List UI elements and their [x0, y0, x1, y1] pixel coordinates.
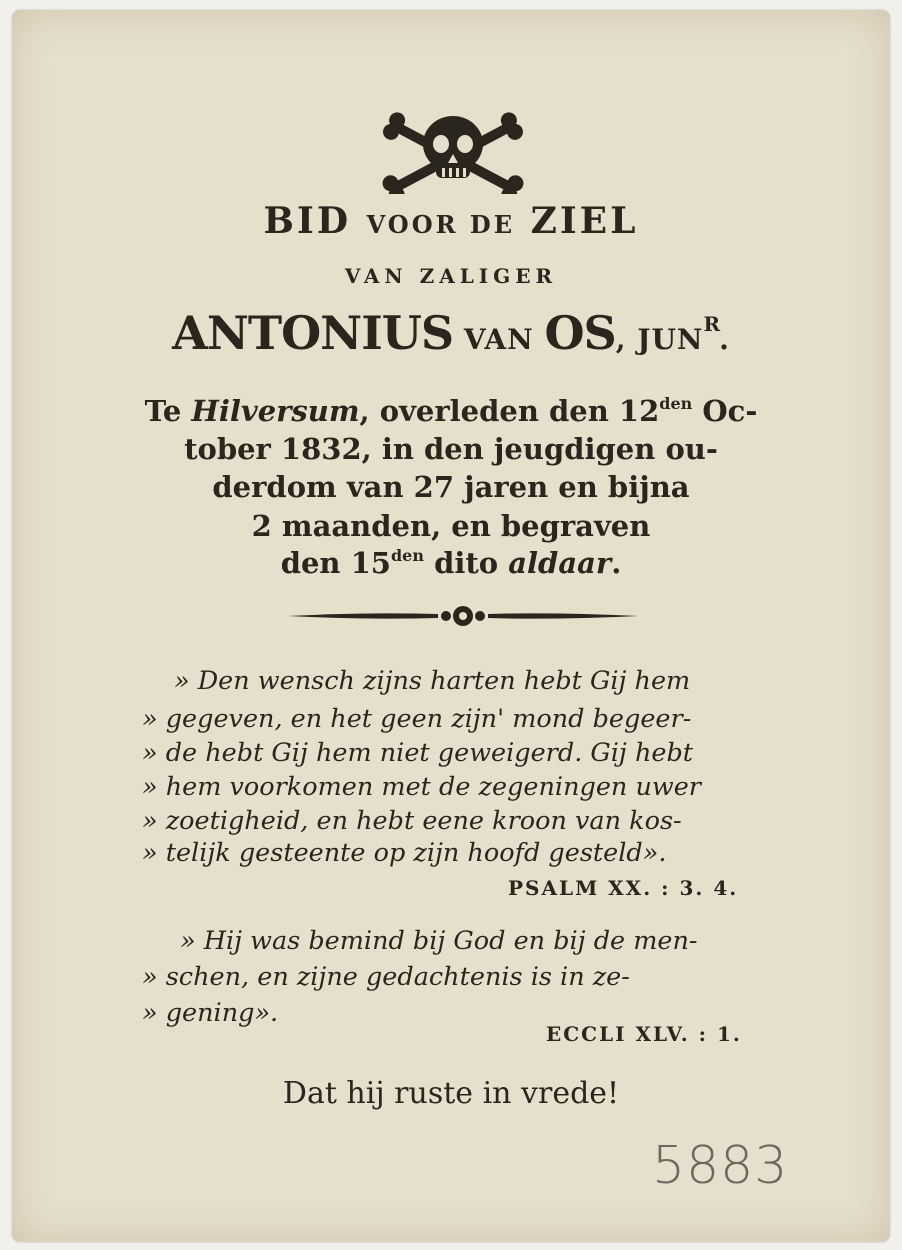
closing-prayer: Dat hij ruste in vrede!	[282, 1076, 620, 1111]
psalm-line-1: » Den wensch zijns harten hebt Gij hem	[174, 666, 691, 696]
eccli-reference: ECCLI XLV. : 1.	[546, 1022, 742, 1046]
eccli-line-3: » gening».	[142, 998, 279, 1028]
eccli-line-1: » Hij was bemind bij God en bij de men-	[180, 926, 698, 956]
notice-line-2: tober 1832, in den jeugdigen ou-	[184, 432, 718, 466]
heading-pray: BID VOOR DE ZIEL	[263, 200, 639, 242]
psalm-line-3: » de hebt Gij hem niet geweigerd. Gij hebt	[142, 738, 694, 768]
notice-line-5: den $15^{den}$ dito aldaar.	[280, 546, 622, 580]
handwritten-number: 5883	[652, 1136, 789, 1196]
notice-line-1: Te Hilversum, overleden den $12^{den}$ Oc-	[144, 394, 758, 428]
heading-late: VAN ZALIGER	[344, 264, 558, 288]
psalm-line-5: » zoetigheid, en hebt eene kroon van kos-	[142, 806, 682, 836]
psalm-line-4: » hem voorkomen met de zegeningen uwer	[142, 772, 701, 802]
notice-line-3: derdom van 27 jaren en bijna	[212, 470, 690, 504]
memorial-card	[12, 10, 890, 1242]
ornamental-divider-icon	[288, 602, 638, 630]
psalm-line-6: » telijk gesteente op zijn hoofd gesteld».	[142, 838, 667, 868]
skull-crossbones-icon	[378, 108, 528, 194]
eccli-line-2: » schen, en zijne gedachtenis is in ze-	[142, 962, 630, 992]
psalm-line-2: » gegeven, en het geen zijn' mond begeer-	[142, 704, 692, 734]
notice-line-4: 2 maanden, en begraven	[251, 509, 651, 543]
deceased-name: ANTONIUS VAN OS, $JUN^R$.	[172, 306, 730, 360]
psalm-reference: PSALM XX. : 3. 4.	[508, 876, 739, 900]
